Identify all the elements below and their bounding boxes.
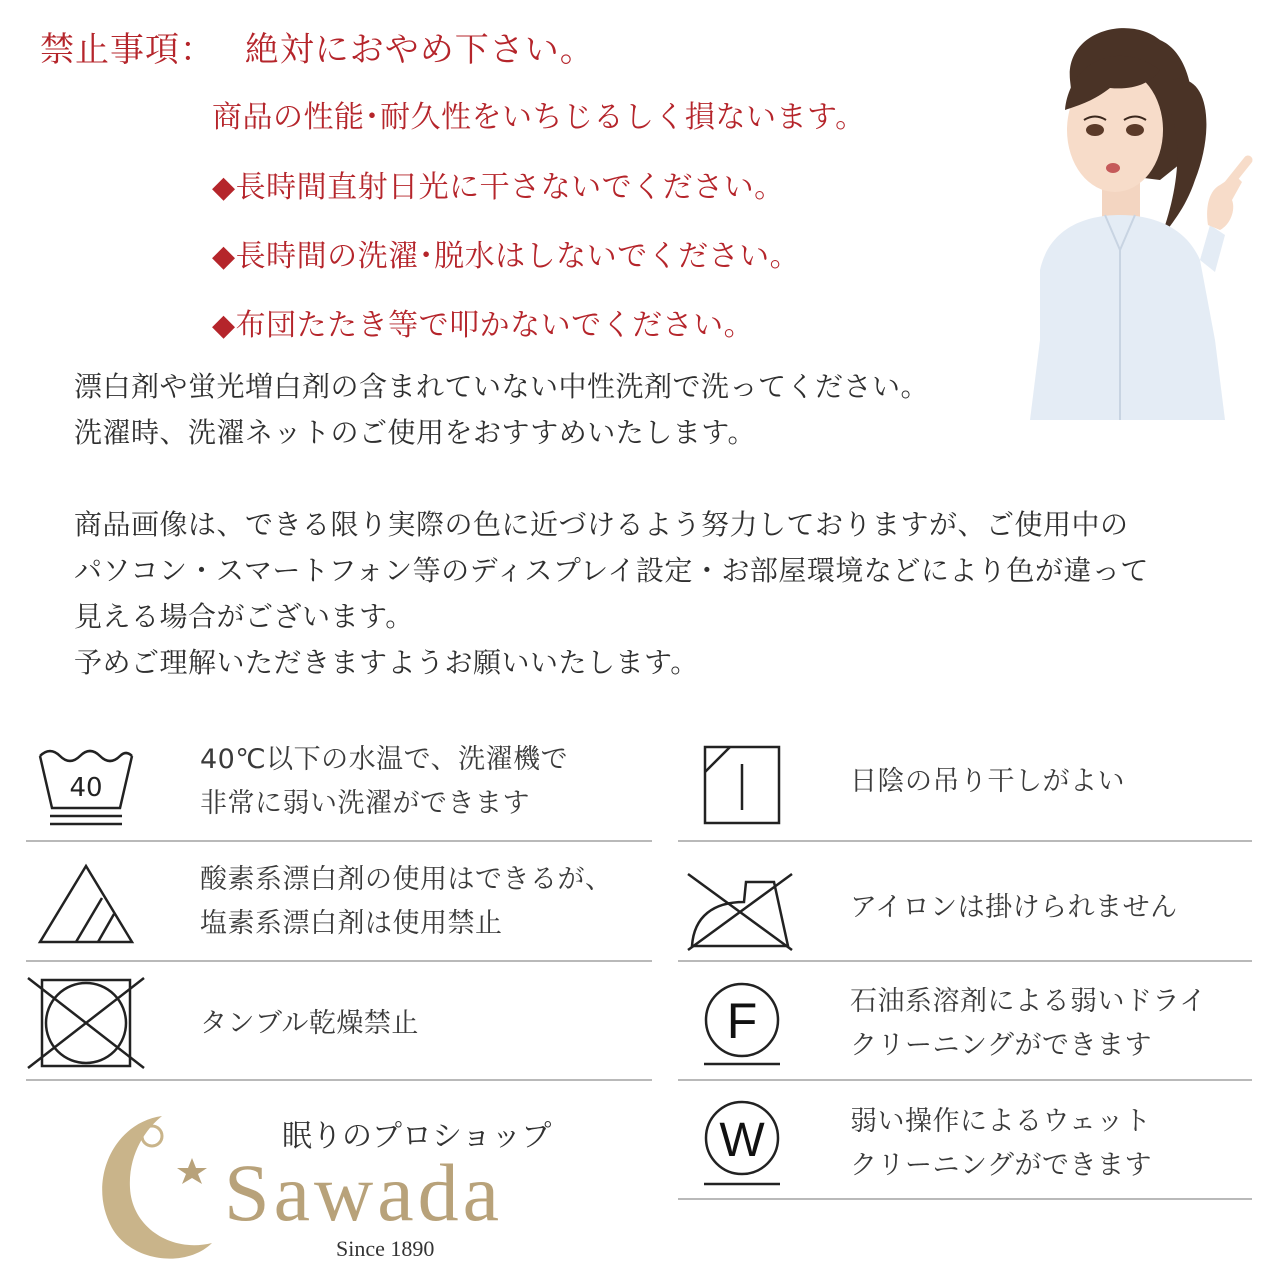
care-text-line: 石油系溶剤による弱いドライ <box>850 986 1207 1017</box>
sawada-logo <box>92 1108 602 1268</box>
warning-item-beating: ◆布団たたき等で叩かないでください。 <box>212 308 755 343</box>
divider <box>26 840 652 842</box>
dry-clean-description <box>850 980 1207 1068</box>
care-text-line: アイロンは掛けられません <box>850 892 1178 923</box>
divider <box>26 960 652 962</box>
divider <box>678 1079 1252 1081</box>
wet-clean-description <box>850 1100 1152 1188</box>
wash-instructions <box>74 364 929 456</box>
wash-instruction-line: 洗濯時、洗濯ネットのご使用をおすすめいたします。 <box>74 416 757 449</box>
wet-clean-w-icon <box>700 1098 784 1188</box>
no-tumble-dry-icon <box>26 976 146 1070</box>
color-notice-line: 商品画像は、できる限り実際の色に近づけるよう努力しておりますが、ご使用中の <box>74 508 1129 541</box>
care-text-line: 酸素系漂白剤の使用はできるが、 <box>200 864 613 895</box>
care-text-line: 日陰の吊り干しがよい <box>850 766 1125 797</box>
divider <box>678 1198 1252 1200</box>
iron-description <box>850 886 1178 930</box>
woman-illustration <box>1010 10 1270 430</box>
color-notice-line: 見える場合がございます。 <box>74 600 414 633</box>
care-text-line: タンブル乾燥禁止 <box>200 1008 419 1039</box>
color-notice-line: 予めご理解いただきますようお願いいたします。 <box>74 646 699 679</box>
dry-clean-letter: F <box>726 993 758 1049</box>
warning-title: 禁止事項： 絶対におやめ下さい。 <box>40 30 595 70</box>
divider <box>678 840 1252 842</box>
warning-item-wash-spin: ◆長時間の洗濯･脱水はしないでください。 <box>212 239 801 274</box>
no-iron-icon <box>684 866 796 952</box>
line-dry-shade-icon <box>702 744 782 826</box>
wash-instruction-line: 漂白剤や蛍光増白剤の含まれていない中性洗剤で洗ってください。 <box>74 370 930 403</box>
color-notice-line: パソコン・スマートフォン等のディスプレイ設定・お部屋環境などにより色が違って <box>74 554 1149 587</box>
shade-dry-description <box>850 760 1125 804</box>
warning-subtitle: 商品の性能･耐久性をいちじるしく損ないます。 <box>212 100 866 135</box>
bleach-description <box>200 858 613 946</box>
warning-item-sunlight: ◆長時間直射日光に干さないでください。 <box>212 170 785 205</box>
crescent-moon-icon <box>102 1116 212 1259</box>
wash-temp-number: 40 <box>69 773 103 803</box>
star-icon <box>177 1158 207 1184</box>
oxygen-bleach-triangle-icon <box>36 860 136 946</box>
color-notice <box>74 502 1149 686</box>
care-text-line: 非常に弱い洗濯ができます <box>200 788 530 819</box>
wash-40-description <box>200 738 568 826</box>
wet-clean-letter: W <box>719 1114 765 1167</box>
logo-brand: Sawada <box>224 1147 504 1238</box>
care-text-line: クリーニングができます <box>850 1150 1152 1181</box>
logo-tagline: 眠りのプロショップ <box>282 1119 552 1154</box>
care-text-line: クリーニングができます <box>850 1030 1152 1061</box>
tumble-dry-description <box>200 1002 419 1046</box>
care-text-line: 弱い操作によるウェット <box>850 1106 1152 1137</box>
logo-since: Since 1890 <box>336 1236 435 1261</box>
divider <box>678 960 1252 962</box>
care-text-line: 40℃以下の水温で、洗濯機で <box>200 744 569 775</box>
dry-clean-f-icon <box>700 980 784 1068</box>
wash-tub-40-icon <box>36 742 136 830</box>
care-text-line: 塩素系漂白剤は使用禁止 <box>200 908 503 939</box>
divider <box>26 1079 652 1081</box>
